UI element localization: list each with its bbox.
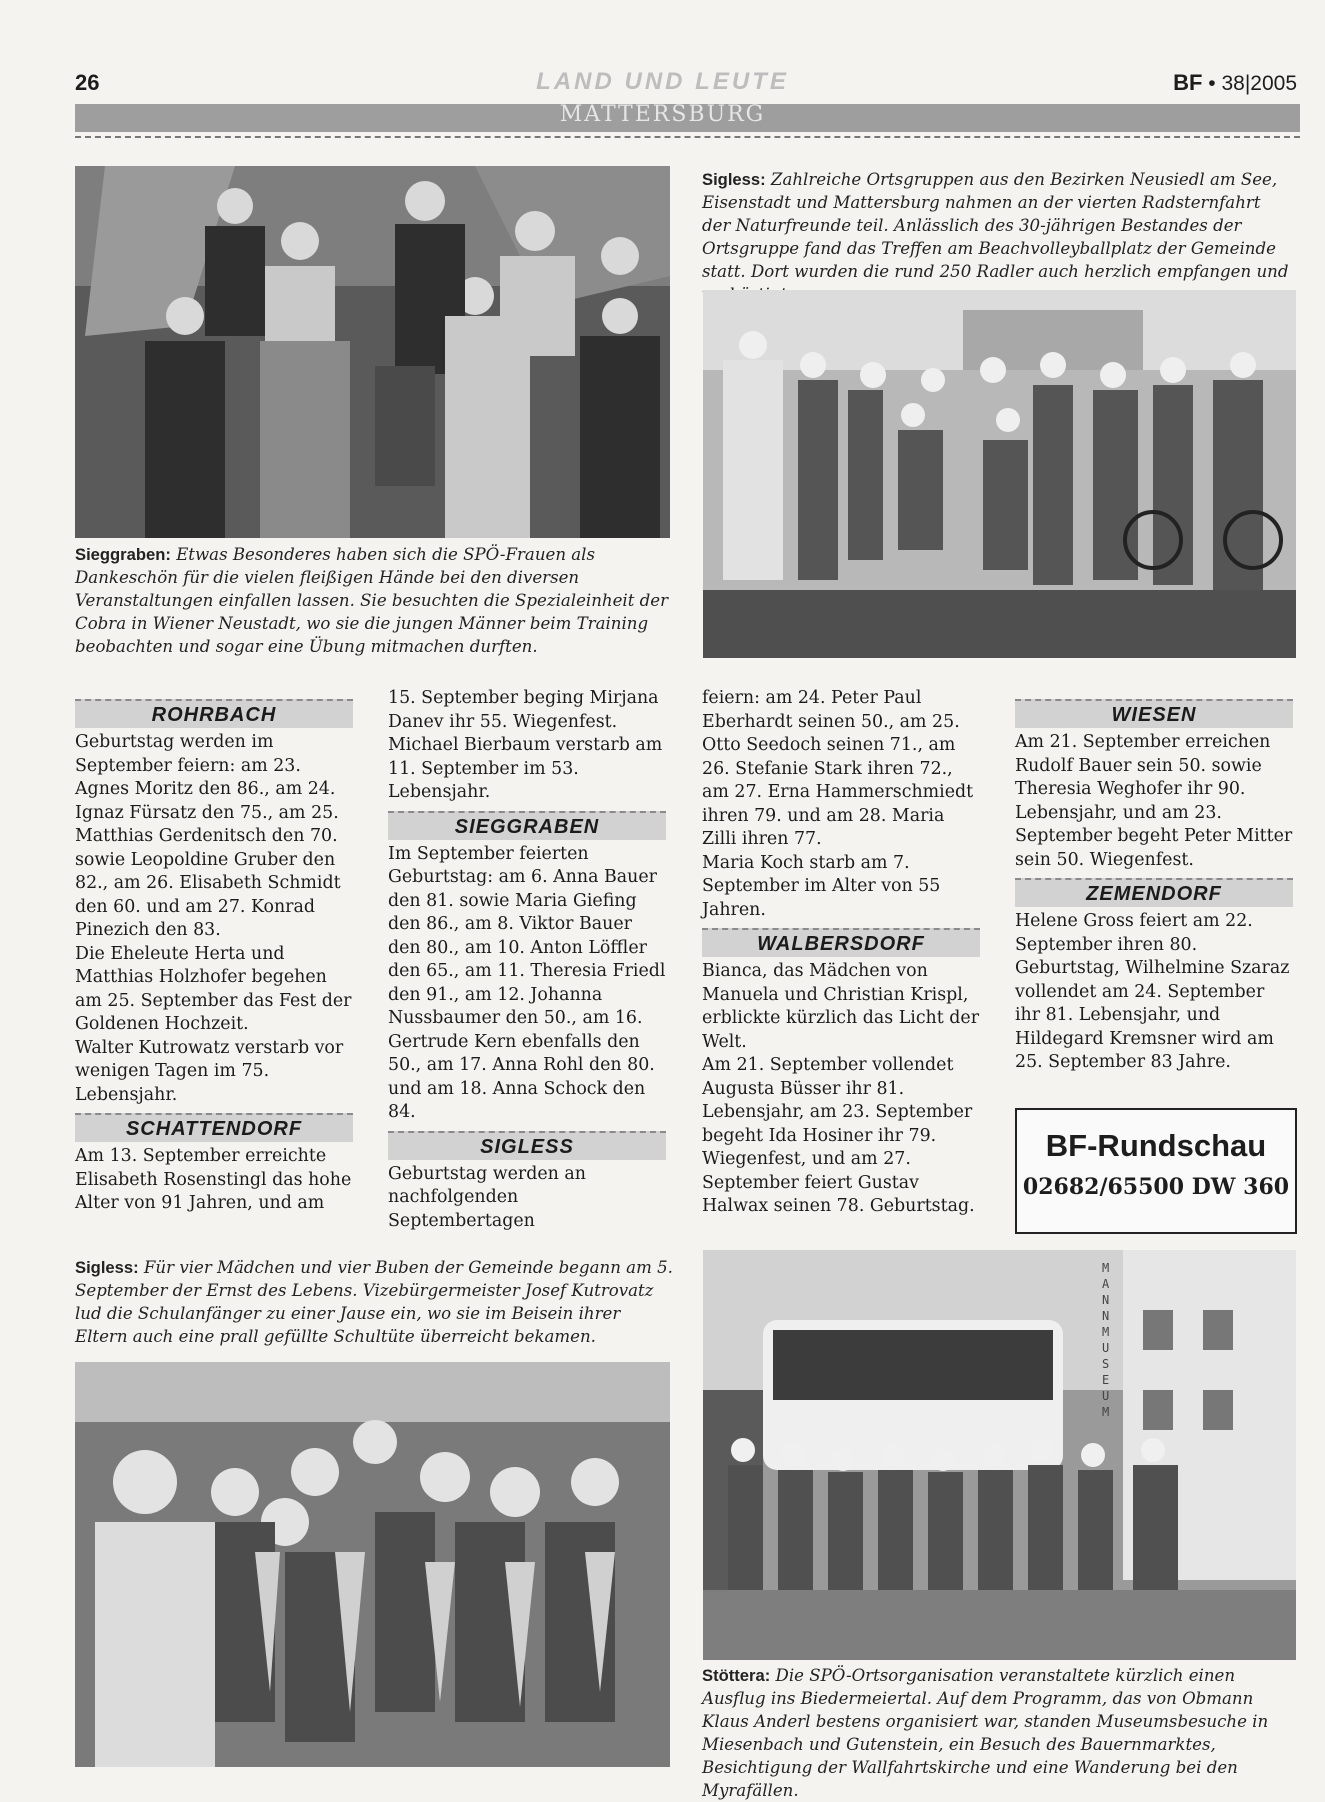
heading-rohrbach: ROHRBACH <box>75 699 353 728</box>
photo-sigless-cyclists-graphic <box>703 290 1296 658</box>
zemendorf-paragraph-1: Helene Gross feiert am 22. September ihren 80. Geburtstag, Wilhelmine Szaraz vollendet am 24. September ihr 81. Lebensjahr, und Hildegard Kremsner wird am 25. September 83 Jahre. <box>1015 911 1290 1072</box>
caption-stoettera-lead: Stöttera: <box>702 1666 771 1685</box>
ad-box-bf-rundschau <box>1015 1108 1297 1234</box>
photo-sieggraben-graphic <box>75 166 670 538</box>
publication-name: BF <box>1173 70 1203 95</box>
page-number: 26 <box>75 70 100 95</box>
caption-stoettera-text: Die SPÖ-Ortsorganisation veranstaltete kürzlich einen Ausflug ins Biedermeiertal. Auf dem Programm, das von Obmann Klaus Anderl bestens organisiert war, standen Museumsbesuche in Miesenbach und Gutenstein, ein Besuch des Bauernmarktes, Besichtigung der Wallfahrtskirche und eine Wanderung bei den Myrafällen. <box>702 1666 1269 1800</box>
col3-continued-paragraph-1: feiern: am 24. Peter Paul Eberhardt seinen 50., am 25. Otto Seedoch seinen 71., am 26. Stefanie Stark ihren 72., am 27. Erna Hammerschmiedt ihren 79. und am 28. Maria Zilli ihren 77. <box>702 688 974 849</box>
caption-sigless-bottom-text: Für vier Mädchen und vier Buben der Gemeinde begann am 5. September der Ernst des Lebens. Vizebürgermeister Josef Kutrovatz lud die Schulanfänger zu einer Jause ein, wo sie im Beisein ihrer Eltern auch eine prall gefüllte Schultüte überreicht bekamen. <box>75 1258 673 1346</box>
photo-stoettera-bus-trip <box>703 1250 1296 1660</box>
caption-stoettera <box>702 1664 1296 1802</box>
ad-box-title: BF-Rundschau <box>1045 1128 1267 1163</box>
museum-sign-text: MANNMUSEUM <box>1102 1261 1110 1419</box>
column-4 <box>1015 695 1293 1075</box>
heading-sieggraben: SIEGGRABEN <box>388 811 666 840</box>
caption-sieggraben-lead: Sieggraben: <box>75 545 171 564</box>
issue-number: 38|2005 <box>1221 72 1297 95</box>
heading-zemendorf: ZEMENDORF <box>1015 878 1293 907</box>
photo-bus-trip-graphic <box>703 1250 1296 1660</box>
photo-sigless-cyclists <box>703 290 1296 658</box>
column-1 <box>75 695 353 1216</box>
caption-sigless-top <box>702 168 1294 306</box>
sigless-paragraph-1: Geburtstag werden an nachfolgenden Septembertagen <box>388 1163 586 1231</box>
header-divider <box>75 136 1300 138</box>
col2-continued-paragraph-1: 15. September beging Mirjana Danev ihr 55. Wiegenfest. <box>388 688 659 732</box>
section-title: LAND UND LEUTE <box>536 68 789 95</box>
schattendorf-paragraph-1: Am 13. September erreichte Elisabeth Rosenstingl das hohe Alter von 91 Jahren, und am <box>75 1146 352 1213</box>
column-3 <box>702 687 980 1219</box>
caption-sigless-bottom <box>75 1256 675 1348</box>
column-2 <box>388 687 666 1233</box>
heading-wiesen: WIESEN <box>1015 699 1293 728</box>
heading-sigless: SIGLESS <box>388 1131 666 1160</box>
sieggraben-paragraph-1: Im September feierten Geburtstag: am 6. Anna Bauer den 81. sowie Maria Giefing den 86., am 8. Viktor Bauer den 80., am 10. Anton Löffler den 65., am 11. Theresia Friedl den 91., am 12. Johanna Nussbaumer den 50., am 16. Gertrude Kern ebenfalls den 50., am 17. Anna Rohl den 80. und am 18. Anna Schock den 84. <box>388 843 666 1122</box>
wiesen-paragraph-1: Am 21. September erreichen Rudolf Bauer sein 50. sowie Theresia Weghofer ihr 90. Lebensjahr, und am 23. September begeht Peter Mitter sein 50. Wiegenfest. <box>1015 732 1293 870</box>
caption-sigless-top-lead: Sigless: <box>702 170 766 189</box>
walbersdorf-paragraph-1: Bianca, das Mädchen von Manuela und Christian Krispl, erblickte kürzlich das Licht der Welt. <box>702 961 980 1052</box>
photo-schoolchildren-graphic <box>75 1362 670 1767</box>
col3-continued-paragraph-2: Maria Koch starb am 7. September im Alter von 55 Jahren. <box>702 852 941 920</box>
heading-walbersdorf: WALBERSDORF <box>702 928 980 957</box>
heading-schattendorf: SCHATTENDORF <box>75 1113 353 1142</box>
ad-box-phone: 02682/65500 DW 360 <box>1022 1174 1290 1200</box>
rohrbach-paragraph-3: Walter Kutrowatz verstarb vor wenigen Tagen im 75. Lebensjahr. <box>75 1037 344 1105</box>
separator-dot: • <box>1208 72 1216 95</box>
walbersdorf-paragraph-2: Am 21. September vollendet Augusta Büsser ihr 81. Lebensjahr, am 23. September begeht Ida Hosiner ihr 79. Wiegenfest, und am 27. September feiert Gustav Halwax seinen 78. Geburtstag. <box>702 1055 975 1216</box>
rohrbach-paragraph-2: Die Eheleute Herta und Matthias Holzhofer begehen am 25. September das Fest der Goldenen Hochzeit. <box>75 943 352 1034</box>
region-title: MATTERSBURG <box>559 102 766 127</box>
caption-sieggraben-text: Etwas Besonderes haben sich die SPÖ-Frauen als Dankeschön für die vielen fleißigen Hände bei den diversen Veranstaltungen einfallen lassen. Sie besuchten die Spezialeinheit der Cobra in Wiener Neustadt, wo sie die jungen Männer beim Training beobachten und sogar eine Übung mitmachen durften. <box>75 545 669 656</box>
photo-sigless-schoolchildren <box>75 1362 670 1767</box>
col2-continued-paragraph-2: Michael Bierbaum verstarb am 11. September im 53. Lebensjahr. <box>388 735 663 802</box>
caption-sieggraben <box>75 543 670 658</box>
photo-sieggraben-women <box>75 166 670 538</box>
issue-info <box>1173 70 1297 96</box>
caption-sigless-bottom-lead: Sigless: <box>75 1258 139 1277</box>
rohrbach-paragraph-1: Geburtstag werden im September feiern: am 23. Agnes Moritz den 86., am 24. Ignaz Fürsatz den 75., am 25. Matthias Gerdenitsch den 70. sowie Leopoldine Gruber den 82., am 26. Elisabeth Schmidt den 60. und am 27. Konrad Pinezich den 83. <box>75 732 341 940</box>
caption-sigless-top-text: Zahlreiche Ortsgruppen aus den Bezirken Neusiedl am See, Eisenstadt und Mattersburg nahmen an der vierten Radsternfahrt der Naturfreunde teil. Anlässlich des 30-jährigen Bestandes der Ortsgruppe fand das Treffen am Beachvolleyballplatz der Gemeinde statt. Dort wurden die rund 250 Radler auch herzlich empfangen und <box>702 170 1289 281</box>
